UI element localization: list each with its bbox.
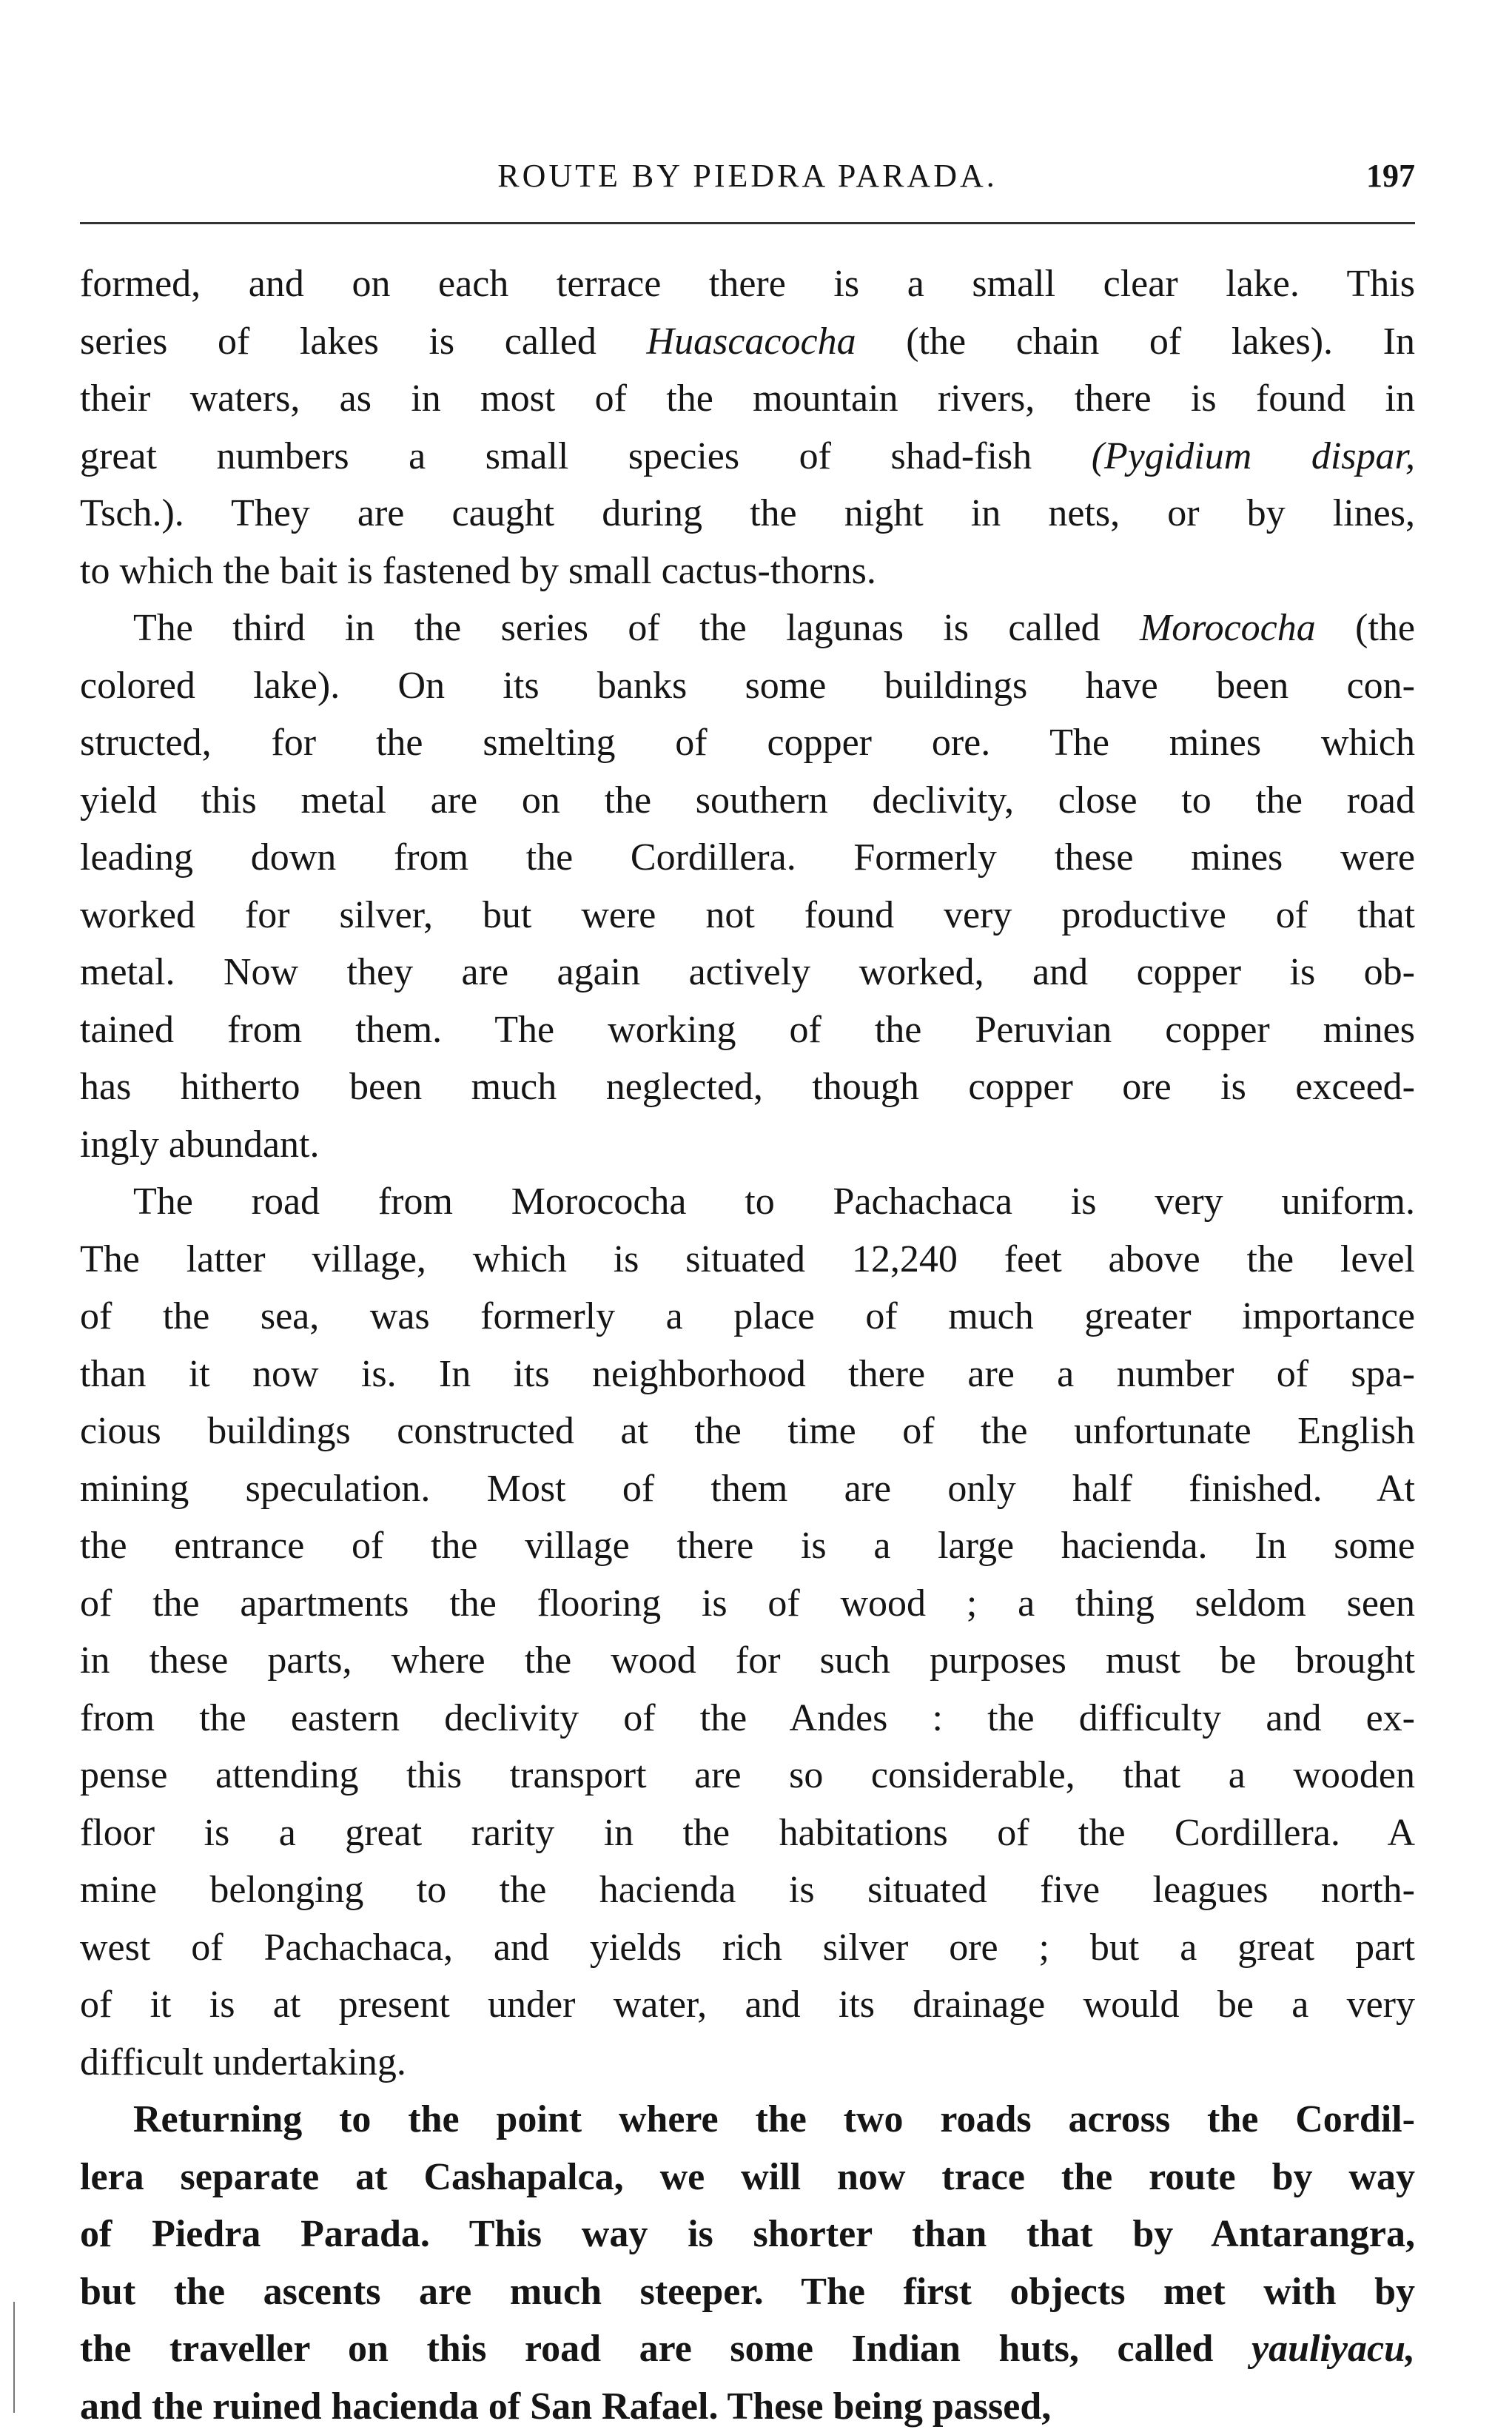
text-line	[80, 1517, 1415, 1575]
text-run: Returning to the point where the two roads across the Cordil-	[133, 2098, 1415, 2140]
text-line	[80, 2320, 1415, 2378]
text-run: metal. Now they are again actively worked, and copper is ob-	[80, 951, 1415, 993]
text-run: Tsch.). They are caught during the night in nets, or by lines,	[80, 492, 1415, 534]
text-line	[80, 772, 1415, 830]
text-line	[80, 1460, 1415, 1518]
text-run: mine belonging to the hacienda is situated five leagues north-	[80, 1869, 1415, 1911]
text-run: series of lakes is called	[80, 320, 647, 363]
text-line	[80, 714, 1415, 772]
text-line	[80, 1173, 1415, 1231]
text-run: in these parts, where the wood for such purposes must be brought	[80, 1639, 1415, 1682]
italic-term: Morococha	[1139, 607, 1316, 649]
text-run: yield this metal are on the southern declivity, close to the road	[80, 779, 1415, 822]
text-run: tained from them. The working of the Peruvian copper mines	[80, 1008, 1415, 1051]
text-run: cious buildings constructed at the time of the unfortunate English	[80, 1410, 1415, 1452]
text-run: mining speculation. Most of them are only half finished. At	[80, 1467, 1415, 1510]
text-run: floor is a great rarity in the habitations of the Cordillera. A	[80, 1811, 1415, 1854]
text-line	[80, 1976, 1415, 2034]
text-line	[80, 543, 1415, 600]
text-run: (the	[1315, 607, 1415, 649]
text-run: (the chain of lakes). In	[856, 320, 1415, 363]
text-run: structed, for the smelting of copper ore. The mines which	[80, 722, 1415, 764]
body-text	[80, 255, 1415, 2435]
text-run: the entrance of the village there is a large hacienda. In some	[80, 1525, 1415, 1567]
text-line	[80, 1804, 1415, 1862]
paragraph	[80, 255, 1415, 599]
text-line	[80, 2378, 1415, 2435]
text-line	[80, 1919, 1415, 1977]
text-run: to which the bait is fastened by small cactus-thorns.	[80, 549, 876, 592]
text-run: lera separate at Cashapalca, we will now trace the route by way	[80, 2155, 1415, 2198]
text-run: colored lake). On its banks some buildings have been con-	[80, 664, 1415, 707]
text-run: pense attending this transport are so considerable, that a wooden	[80, 1754, 1415, 1796]
text-line	[80, 2206, 1415, 2263]
text-run: worked for silver, but were not found very productive of that	[80, 893, 1415, 936]
text-line	[80, 2034, 1415, 2092]
text-run: than it now is. In its neighborhood there are a number of spa-	[80, 1352, 1415, 1395]
italic-term: (Pygidium dispar,	[1091, 434, 1415, 477]
text-line	[80, 2263, 1415, 2321]
text-line	[80, 428, 1415, 486]
margin-mark	[13, 2302, 15, 2413]
paragraph	[80, 1173, 1415, 2091]
text-line	[80, 1346, 1415, 1403]
text-line	[80, 370, 1415, 428]
running-head	[80, 157, 1415, 209]
text-run: leading down from the Cordillera. Formerly these mines were	[80, 836, 1415, 879]
text-run: the traveller on this road are some Indian huts, called	[80, 2328, 1252, 2370]
text-line	[80, 1690, 1415, 1747]
paragraph	[80, 599, 1415, 1173]
running-title: ROUTE BY PIEDRA PARADA.	[497, 158, 998, 194]
text-line	[80, 887, 1415, 944]
paragraph	[80, 2091, 1415, 2435]
text-line	[80, 1575, 1415, 1633]
text-run: The third in the series of the lagunas is called	[133, 607, 1140, 649]
text-line	[80, 829, 1415, 887]
text-line	[80, 255, 1415, 313]
text-run: of Piedra Parada. This way is shorter than that by Antarangra,	[80, 2213, 1415, 2255]
text-run: The road from Morococha to Pachachaca is very uniform.	[133, 1180, 1415, 1223]
text-run: and the ruined hacienda of San Rafael. These being passed,	[80, 2385, 1052, 2428]
text-line	[80, 313, 1415, 371]
header-rule	[80, 222, 1415, 224]
text-run: their waters, as in most of the mountain rivers, there is found in	[80, 377, 1415, 420]
text-run: The latter village, which is situated 12,240 feet above the level	[80, 1237, 1415, 1280]
text-line	[80, 1058, 1415, 1116]
text-line	[80, 1116, 1415, 1174]
text-run: of it is at present under water, and its drainage would be a very	[80, 1984, 1415, 2026]
text-line	[80, 1231, 1415, 1289]
text-line	[80, 2091, 1415, 2149]
text-run: difficult undertaking.	[80, 2041, 406, 2083]
italic-term: Huascacocha	[646, 320, 856, 363]
text-line	[80, 1632, 1415, 1690]
text-line	[80, 2149, 1415, 2206]
text-line	[80, 1861, 1415, 1919]
text-line	[80, 599, 1415, 657]
text-run: from the eastern declivity of the Andes : the difficulty and ex-	[80, 1696, 1415, 1739]
text-run: but the ascents are much steeper. The first objects met with by	[80, 2270, 1415, 2313]
text-run: of the sea, was formerly a place of much greater importance	[80, 1295, 1415, 1337]
text-line	[80, 1288, 1415, 1346]
page-number: 197	[1366, 158, 1415, 194]
text-line	[80, 657, 1415, 715]
text-line	[80, 944, 1415, 1001]
text-run: of the apartments the flooring is of wood ; a thing seldom seen	[80, 1582, 1415, 1625]
italic-term: yauliyacu,	[1251, 2328, 1415, 2370]
text-run: ingly abundant.	[80, 1123, 320, 1166]
text-run: formed, and on each terrace there is a small clear lake. This	[80, 263, 1415, 305]
text-line	[80, 1747, 1415, 1804]
text-line	[80, 1001, 1415, 1059]
text-run: west of Pachachaca, and yields rich silver ore ; but a great part	[80, 1926, 1415, 1969]
text-line	[80, 485, 1415, 543]
text-line	[80, 1403, 1415, 1460]
text-run: has hitherto been much neglected, though copper ore is exceed-	[80, 1066, 1415, 1108]
text-run: great numbers a small species of shad-fish	[80, 434, 1092, 477]
